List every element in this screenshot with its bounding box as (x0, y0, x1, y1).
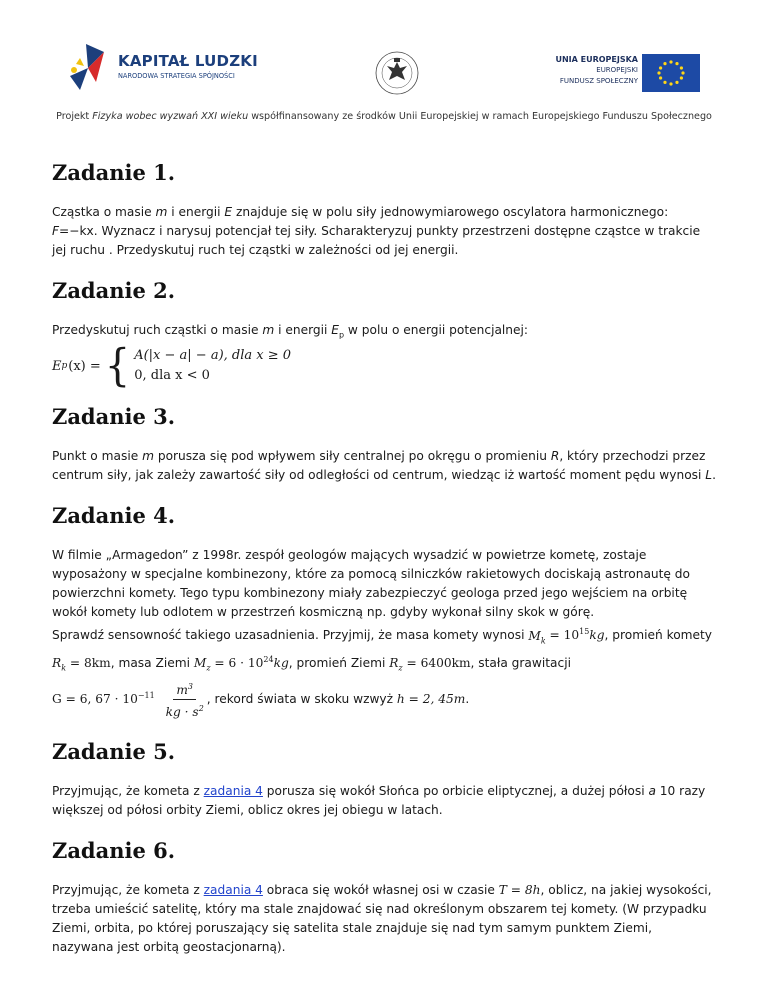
eu-line-3: FUNDUSZ SPOŁECZNY (559, 77, 638, 85)
brace-icon: { (104, 341, 131, 392)
project-suffix: współfinansowany ze środków Unii Europejskiej w ramach Europejskiego Funduszu Społecznego (248, 111, 712, 122)
kapital-ludzki-title: KAPITAŁ LUDZKI (118, 52, 258, 70)
task-4-text-1: W filmie „Armagedon” z 1998r. zespół geologów mających wysadzić w powietrze kometę, zostaje wyposażony w specjalne kombinezony, które za pomocą silniczków rakietowych dociskają astronautę do powierzchni komety. Tego typu kombinezony miały zabezpieczyć geologa przed jego wejściem na orbitę wokół komety lub odlotem w przestrzeń kosmiczną np. gdyby wykonał silny skok w górę. (52, 548, 690, 620)
task-4-heading: Zadanie 4. (52, 503, 176, 529)
eu-text (555, 54, 638, 87)
eu-line-1: UNIA EUROPEJSKA (555, 55, 638, 64)
task-1-text: Cząstka o masie m i energii E znajduje się w polu siły jednowymiarowego oscylatora harmonicznego: F=−kx. Wyznacz i narysuj potencjał tej siły. Scharakteryzuj punkty przestrzeni dostępne cząstce w trakcie jej ruchu . Przedyskutuj ruch tej cząstki w zależności od jej energii. (52, 205, 701, 257)
gravity-fraction: $\frac{m^3}{kg \cdot s^2}$ (163, 679, 207, 720)
task-3-text: Punkt o masie m porusza się pod wpływem siły centralnej po okręgu o promieniu R, który przechodzi przez centrum siły, jak zależy zawartość siły od odległości od centrum, wiedząc iż wartość moment pędu wynosi L. (52, 449, 716, 483)
kapital-ludzki-emblem-icon (66, 42, 116, 94)
project-prefix: Projekt (56, 111, 93, 122)
task-6 (52, 838, 716, 957)
task-2-text: Przedyskutuj ruch cząstki o masie m i energii $E_p$ w polu o energii potencjalnej: (52, 323, 529, 340)
formula-case-1: A(|x − a| − a), dla x ≥ 0 (134, 348, 292, 364)
task-4-link[interactable]: zadania 4 (203, 882, 263, 897)
task-2-heading: Zadanie 2. (52, 278, 176, 303)
task-5 (52, 739, 716, 820)
project-funding-line (0, 111, 768, 122)
task-4-text-3: G = 6, $67 \cdot 10^{-11}$ $\frac{m^3}{kg \cdot s^2}$ , rekord świata w skoku wzwyż h = 2, 45m. (52, 679, 716, 720)
task-6-text: Przyjmując, że kometa z zadania 4 obraca się wokół własnej osi w czasie T = 8h, oblicz, na jakiej wysokości, trzeba umieścić satelitę, który ma stale znajdować się nad określonym obszarem tej komety. (W przypadku Ziemi, orbita, po której poruszający się satelita stale znajduje się nad tym samym punktem Ziemi, nazywana jest orbitą geostacjonarną). (52, 882, 712, 954)
document-content (52, 160, 716, 975)
eu-logo (540, 54, 704, 94)
task-3 (52, 404, 716, 485)
task-4 (52, 503, 716, 720)
eu-flag-icon (642, 54, 700, 92)
kapital-ludzki-subtitle: NARODOWA STRATEGIA SPÓJNOŚCI (118, 72, 235, 80)
task-6-heading: Zadanie 6. (52, 837, 176, 863)
formula-case-2: 0, dla x < 0 (134, 368, 210, 384)
university-eagle-icon (374, 48, 420, 98)
task-5-text: Przyjmując, że kometa z zadania 4 porusza się wokół Słońca po orbicie eliptycznej, a dużej półosi a 10 razy większej od półosi orbity Ziemi, oblicz okres jej obiegu w latach. (52, 783, 706, 817)
task-4-text-2: Sprawdź sensowność takiego uzasadnienia. Przyjmij, że masa komety wynosi $M_k = 10^{15}kg$, promień komety $R_k = 8km$, masa Ziemi $M_z = 6 \cdot 10^{24}kg$, promień Ziemi $R_z = 6400km$, stała grawitacji (52, 627, 713, 673)
task-3-heading: Zadanie 3. (52, 404, 176, 430)
page-header (0, 0, 768, 140)
task-2 (52, 278, 716, 392)
university-warsaw-logo (374, 48, 420, 98)
project-title: Fizyka wobec wyzwań XXI wieku (92, 111, 249, 122)
task-1 (52, 160, 716, 260)
eu-line-2: EUROPEJSKI (596, 66, 638, 74)
task-1-heading: Zadanie 1. (52, 160, 176, 185)
kapital-ludzki-logo (66, 42, 266, 98)
task-2-formula: E p (x) = { A(|x − a| − a), dla x ≥ 0 0, dla x < 0 (52, 341, 292, 392)
task-5-heading: Zadanie 5. (52, 738, 176, 764)
task-4-link[interactable]: zadania 4 (203, 783, 263, 798)
